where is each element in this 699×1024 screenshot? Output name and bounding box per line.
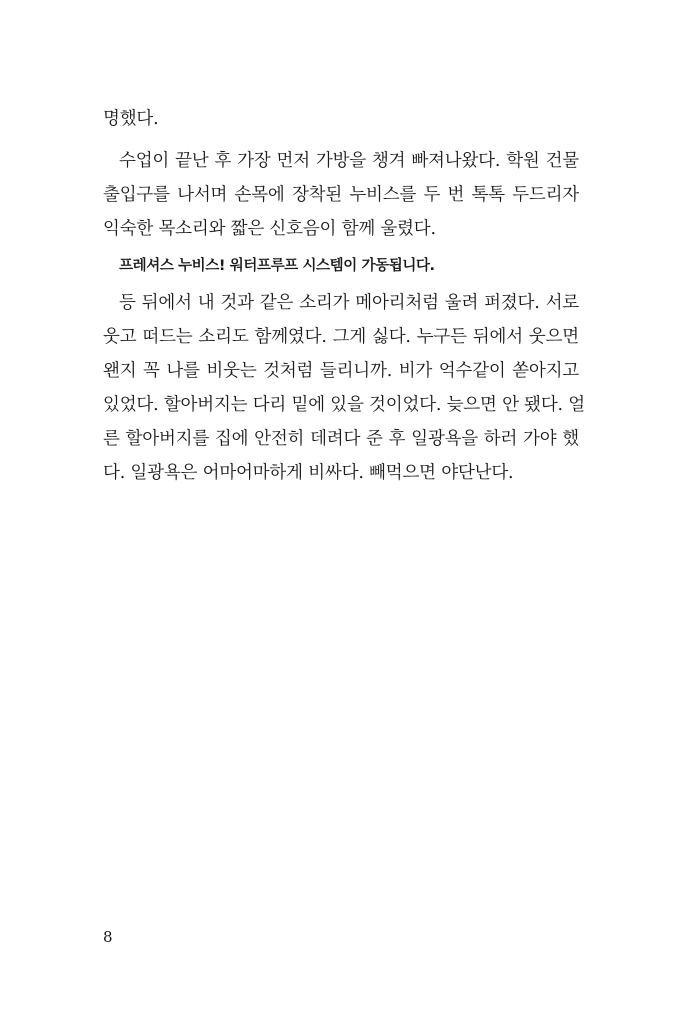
- paragraph-line: 웃고 떠드는 소리도 함께였다. 그게 싫다. 누구든 뒤에서 웃으면: [103, 327, 579, 347]
- paragraph-line: 등 뒤에서 내 것과 같은 소리가 메아리처럼 울려 퍼졌다. 서로: [119, 293, 579, 313]
- page-number: 8: [103, 928, 113, 946]
- paragraph-line: 출입구를 나서며 손목에 장착된 누비스를 두 번 톡톡 두드리자: [103, 185, 579, 205]
- paragraph-line: 수업이 끝난 후 가장 먼저 가방을 챙겨 빠져나왔다. 학원 건물: [119, 151, 579, 171]
- device-message: 프레셔스 누비스! 워터프루프 시스템이 가동됩니다.: [119, 258, 435, 274]
- paragraph-line: 른 할아버지를 집에 안전히 데려다 준 후 일광욕을 하러 가야 했: [103, 429, 579, 449]
- paragraph-line: 익숙한 목소리와 짧은 신호음이 함께 울렸다.: [103, 219, 436, 239]
- paragraph-line: 명했다.: [103, 109, 159, 129]
- paragraph-line: 있었다. 할아버지는 다리 밑에 있을 것이었다. 늦으면 안 됐다. 얼: [103, 395, 585, 415]
- paragraph-line: 왠지 꼭 나를 비웃는 것처럼 들리니까. 비가 억수같이 쏟아지고: [103, 361, 579, 381]
- paragraph-line: 다. 일광욕은 어마어마하게 비싸다. 빼먹으면 야단난다.: [103, 463, 514, 483]
